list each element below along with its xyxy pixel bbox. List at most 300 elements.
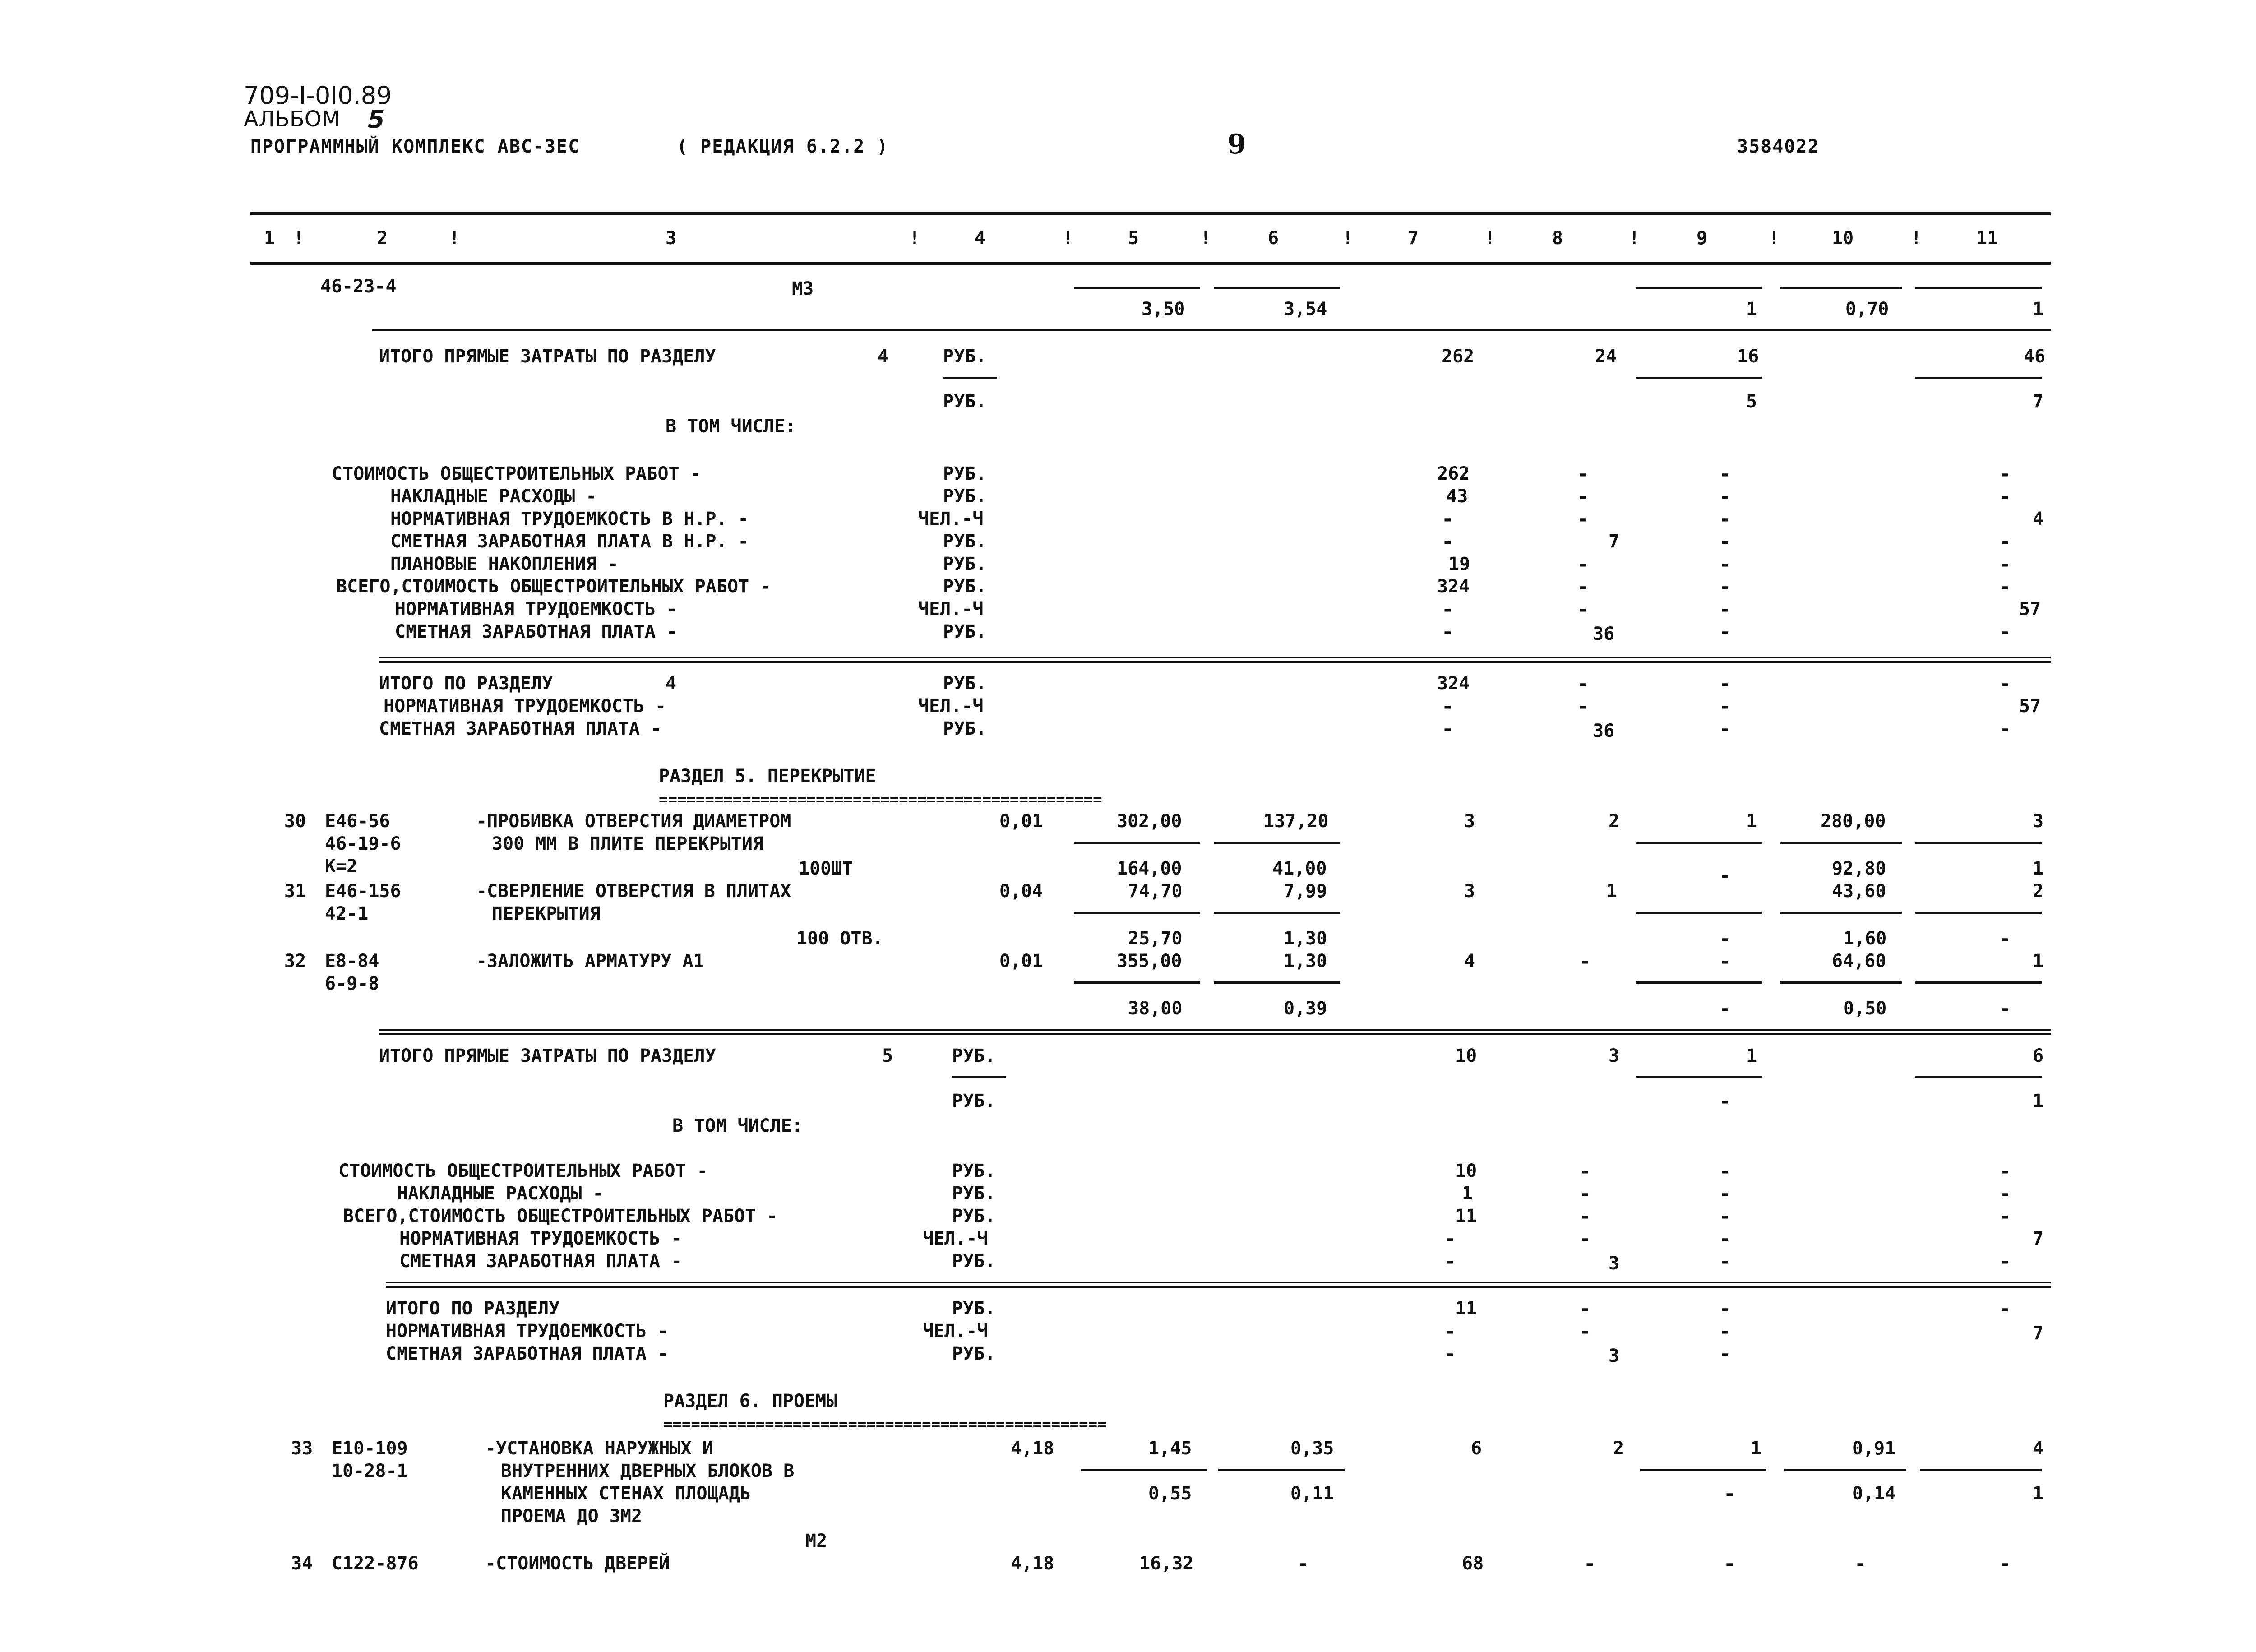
rule (1214, 842, 1340, 844)
cell-c8: 24 (1595, 346, 1617, 367)
col-sep: ! (1484, 228, 1496, 249)
col-head-9: 9 (1697, 228, 1708, 249)
breakdown-label: ПЛАНОВЫЕ НАКОПЛЕНИЯ - (390, 554, 619, 574)
cell-desc: -СВЕРЛЕНИЕ ОТВЕРСТИЯ В ПЛИТАХ (476, 881, 791, 902)
dash: - (1999, 717, 2011, 740)
section-total-label: СМЕТНАЯ ЗАРАБОТНАЯ ПЛАТА - (379, 718, 662, 739)
cell-desc: -ЗАЛОЖИТЬ АРМАТУРУ А1 (476, 951, 704, 972)
cell-c11: 7 (2033, 391, 2044, 412)
unit: РУБ. (943, 346, 987, 367)
dash: - (1719, 927, 1731, 950)
unit: РУБ. (943, 554, 987, 574)
dash: - (1577, 672, 1589, 695)
unit: РУБ. (943, 621, 987, 642)
rule (379, 1033, 2051, 1035)
cell-c10: 280,00 (1821, 811, 1886, 832)
cell-c11: 57 (2019, 696, 2041, 717)
rule (1780, 287, 1902, 289)
unit: ЧЕЛ.-Ч (918, 696, 984, 717)
dash: - (1577, 575, 1589, 598)
cell-c10: 64,60 (1832, 951, 1886, 972)
total-label: ИТОГО ПРЯМЫЕ ЗАТРАТЫ ПО РАЗДЕЛУ (379, 346, 716, 367)
breakdown-label: НАКЛАДНЫЕ РАСХОДЫ - (397, 1183, 604, 1204)
cell-desc: ВНУТРЕННИХ ДВЕРНЫХ БЛОКОВ В (501, 1461, 795, 1481)
cell-c8: 3 (1609, 1046, 1620, 1066)
cell-c9: 16 (1737, 346, 1759, 367)
album-label: АЛЬБОМ (244, 106, 340, 132)
cell-c10: 43,60 (1832, 881, 1886, 902)
dash: - (1719, 1090, 1731, 1113)
unit: ЧЕЛ.-Ч (923, 1228, 988, 1249)
dash: - (1577, 598, 1589, 621)
rule (1915, 287, 2042, 289)
dash: - (1584, 1552, 1596, 1575)
dash: - (1444, 1227, 1456, 1250)
rule (1214, 912, 1340, 914)
dash: - (1999, 485, 2011, 508)
dash: - (1999, 463, 2011, 486)
row-number: 32 (284, 951, 306, 972)
unit: РУБ. (952, 1183, 996, 1204)
rule (379, 657, 2051, 658)
unit: РУБ. (952, 1091, 996, 1111)
breakdown-label: СМЕТНАЯ ЗАРАБОТНАЯ ПЛАТА В Н.Р. - (390, 531, 749, 552)
unit: РУБ. (952, 1251, 996, 1272)
cell-c5: 1,45 (1148, 1438, 1192, 1459)
col-sep: ! (1629, 228, 1640, 249)
dash: - (1719, 1205, 1731, 1228)
cell-c10: 92,80 (1832, 858, 1886, 879)
cell-c5: 25,70 (1128, 928, 1183, 949)
document-id: 3584022 (1737, 136, 1820, 157)
cell-desc: 300 ММ В ПЛИТЕ ПЕРЕКРЫТИЯ (492, 833, 764, 854)
double-rule: ================================================ (659, 791, 1102, 809)
cell-desc: -СТОИМОСТЬ ДВЕРЕЙ (485, 1553, 670, 1574)
col-head-4: 4 (975, 228, 986, 249)
cell-c8: 3 (1609, 1253, 1620, 1274)
cell-c6: 7,99 (1284, 881, 1327, 902)
cell-c7: 19 (1448, 554, 1470, 574)
cell-c8: 36 (1593, 624, 1615, 644)
cell-c7: 3 (1464, 881, 1475, 902)
breakdown-label: НОРМАТИВНАЯ ТРУДОЕМКОСТЬ В Н.Р. - (390, 509, 749, 529)
cell-c6: 137,20 (1263, 811, 1329, 832)
rule (1915, 912, 2042, 914)
cell-c9: 1 (1746, 811, 1757, 832)
col-sep: ! (1342, 228, 1354, 249)
breakdown-label: СМЕТНАЯ ЗАРАБОТНАЯ ПЛАТА - (395, 621, 678, 642)
cell-code: Е46-56 (325, 811, 390, 832)
dash: - (1719, 1342, 1731, 1365)
cell-c7: 11 (1455, 1298, 1477, 1319)
album-number: 5 (368, 105, 385, 134)
cell-c9: 1 (1751, 1438, 1762, 1459)
dash: - (1999, 927, 2011, 950)
dash: - (1444, 1250, 1456, 1273)
cell-c6: 0,11 (1290, 1483, 1334, 1504)
unit: ЧЕЛ.-Ч (918, 509, 984, 529)
cell-code: 46-19-6 (325, 833, 401, 854)
section-total-label: ИТОГО ПО РАЗДЕЛУ (379, 673, 553, 694)
dash: - (1999, 1182, 2011, 1205)
dash: - (1999, 553, 2011, 576)
cell-unit: 100ШТ (799, 858, 853, 879)
row-number: 31 (284, 881, 306, 902)
cell-c4: 0,01 (999, 951, 1043, 972)
table-head-rule (250, 262, 2051, 265)
rule (1915, 842, 2042, 844)
rule (1920, 1469, 2042, 1471)
rule (1636, 842, 1762, 844)
cell-desc: ПРОЕМА ДО 3М2 (501, 1506, 643, 1527)
col-sep: ! (449, 228, 460, 249)
dash: - (1444, 1342, 1456, 1365)
rule (1640, 1469, 1766, 1471)
cell-c7: 262 (1442, 346, 1475, 367)
section-number: 5 (882, 1046, 893, 1066)
cell-c4: 0,04 (999, 881, 1043, 902)
col-head-8: 8 (1552, 228, 1563, 249)
cell-c6: 0,39 (1284, 998, 1327, 1019)
double-rule: ================================================ (663, 1416, 1107, 1434)
cell-c11: 46 (2024, 346, 2046, 367)
cell-code: Е46-156 (325, 881, 401, 902)
cell-unit: М3 (792, 278, 814, 299)
cell-desc: КАМЕННЫХ СТЕНАХ ПЛОЩАДЬ (501, 1483, 751, 1504)
dash: - (1442, 620, 1454, 643)
cell-code: Е8-84 (325, 951, 379, 972)
col-head-1: 1 (264, 228, 275, 249)
dash: - (1854, 1552, 1867, 1575)
unit: РУБ. (943, 391, 987, 412)
dash: - (1719, 553, 1731, 576)
cell-c9: 5 (1746, 391, 1757, 412)
rule (386, 1282, 2051, 1283)
unit: РУБ. (943, 486, 987, 507)
cell-desc: -ПРОБИВКА ОТВЕРСТИЯ ДИАМЕТРОМ (476, 811, 791, 832)
cell-c6: 1,30 (1284, 928, 1327, 949)
cell-c7: 11 (1455, 1206, 1477, 1226)
breakdown-label: НОРМАТИВНАЯ ТРУДОЕМКОСТЬ - (399, 1228, 682, 1249)
cell-c11: 1 (2033, 299, 2044, 319)
unit: РУБ. (952, 1161, 996, 1181)
rule (379, 1029, 2051, 1031)
rule (1915, 981, 2042, 984)
col-head-5: 5 (1128, 228, 1139, 249)
dash: - (1577, 553, 1589, 576)
col-sep: ! (1063, 228, 1074, 249)
dash: - (1719, 1182, 1731, 1205)
unit: РУБ. (943, 463, 987, 484)
cell-c5: 74,70 (1128, 881, 1183, 902)
breakdown-label: ВСЕГО,СТОИМОСТЬ ОБЩЕСТРОИТЕЛЬНЫХ РАБОТ - (343, 1206, 778, 1226)
section-title: РАЗДЕЛ 5. ПЕРЕКРЫТИЕ (659, 766, 876, 787)
dash: - (1999, 997, 2011, 1020)
rule (1636, 287, 1762, 289)
dash: - (1579, 1182, 1591, 1205)
cell-c11: 2 (2033, 881, 2044, 902)
cell-c4: 4,18 (1011, 1553, 1054, 1574)
cell-c4: 0,01 (999, 811, 1043, 832)
cell-c10: 0,50 (1843, 998, 1887, 1019)
dash: - (1999, 1160, 2011, 1183)
rule (1636, 377, 1762, 379)
rule (372, 329, 2051, 331)
dash: - (1999, 1250, 2011, 1273)
dash: - (1442, 508, 1454, 531)
cell-c11: 1 (2033, 858, 2044, 879)
dash: - (1999, 1297, 2011, 1320)
dash: - (1724, 1482, 1736, 1505)
dash: - (1719, 1227, 1731, 1250)
dash: - (1719, 575, 1731, 598)
breakdown-label: СТОИМОСТЬ ОБЩЕСТРОИТЕЛЬНЫХ РАБОТ - (338, 1161, 708, 1181)
section-title: РАЗДЕЛ 6. ПРОЕМЫ (663, 1391, 837, 1411)
cell-c10: 0,14 (1852, 1483, 1896, 1504)
col-sep: ! (1200, 228, 1211, 249)
cell-desc: ПЕРЕКРЫТИЯ (492, 903, 601, 924)
cell-code: С122-876 (332, 1553, 419, 1574)
dash: - (1719, 864, 1731, 887)
col-head-7: 7 (1408, 228, 1419, 249)
dash: - (1719, 1160, 1731, 1183)
dash: - (1719, 620, 1731, 643)
dash: - (1444, 1320, 1456, 1343)
including-label: В ТОМ ЧИСЛЕ: (666, 416, 796, 437)
rule (1214, 981, 1340, 984)
unit: РУБ. (952, 1206, 996, 1226)
cell-c10: 0,91 (1852, 1438, 1896, 1459)
table-top-rule (250, 212, 2051, 215)
cell-c7: 43 (1446, 486, 1468, 507)
cell-code: 42-1 (325, 903, 369, 924)
unit: РУБ. (943, 531, 987, 552)
dash: - (1999, 1205, 2011, 1228)
dash: - (1719, 485, 1731, 508)
col-head-6: 6 (1268, 228, 1279, 249)
rule (1780, 981, 1902, 984)
document-code: 709-I-0I0.89 (244, 81, 392, 110)
cell-c7: 1 (1462, 1183, 1473, 1204)
dash: - (1579, 1297, 1591, 1320)
dash: - (1579, 950, 1591, 973)
dash: - (1577, 463, 1589, 486)
cell-c7: 324 (1437, 673, 1470, 694)
cell-c8: 7 (1609, 531, 1620, 552)
dash: - (1579, 1320, 1591, 1343)
dash: - (1999, 530, 2011, 553)
unit: РУБ. (943, 576, 987, 597)
dash: - (1719, 997, 1731, 1020)
dash: - (1719, 717, 1731, 740)
section-total-label: НОРМАТИВНАЯ ТРУДОЕМКОСТЬ - (384, 696, 666, 717)
section-total-label: НОРМАТИВНАЯ ТРУДОЕМКОСТЬ - (386, 1321, 669, 1342)
dash: - (1719, 530, 1731, 553)
dash: - (1719, 1320, 1731, 1343)
breakdown-label: СМЕТНАЯ ЗАРАБОТНАЯ ПЛАТА - (399, 1251, 682, 1272)
cell-code: 6-9-8 (325, 973, 379, 994)
cell-unit: 100 ОТВ. (796, 928, 883, 949)
cell-c7: 4 (1464, 951, 1475, 972)
cell-c5: 355,00 (1117, 951, 1182, 972)
cell-c10: 0,70 (1845, 299, 1889, 319)
cell-c5: 3,50 (1142, 299, 1185, 319)
dash: - (1719, 1250, 1731, 1273)
dash: - (1719, 508, 1731, 531)
cell-c5: 16,32 (1139, 1553, 1194, 1574)
dash: - (1719, 598, 1731, 621)
cell-c11: 7 (2033, 1323, 2044, 1344)
cell-c7: 10 (1455, 1046, 1477, 1066)
cell-c11: 1 (2033, 1483, 2044, 1504)
unit: РУБ. (952, 1046, 996, 1066)
cell-c11: 7 (2033, 1228, 2044, 1249)
dash: - (1999, 672, 2011, 695)
rule (1780, 912, 1902, 914)
cell-code: Е10-109 (332, 1438, 408, 1459)
dash: - (1719, 695, 1731, 718)
col-sep: ! (1769, 228, 1780, 249)
col-sep: ! (293, 228, 305, 249)
cell-c6: 1,30 (1284, 951, 1327, 972)
rule (1074, 981, 1200, 984)
dash: - (1579, 1205, 1591, 1228)
cell-c5: 38,00 (1128, 998, 1183, 1019)
dash: - (1442, 717, 1454, 740)
rule (952, 1076, 1006, 1078)
rule (386, 1286, 2051, 1288)
rule (943, 377, 997, 379)
unit: ЧЕЛ.-Ч (918, 599, 984, 620)
rule (1780, 842, 1902, 844)
rule (1784, 1469, 1906, 1471)
rule (1915, 377, 2042, 379)
dash: - (1719, 463, 1731, 486)
cell-c8: 3 (1609, 1346, 1620, 1366)
rule (1636, 1076, 1762, 1078)
page-number: 9 (1227, 129, 1246, 160)
cell-code: 46-23-4 (320, 276, 397, 297)
section-number: 4 (666, 673, 677, 694)
cell-c6: 41,00 (1272, 858, 1327, 879)
cell-code: К=2 (325, 856, 358, 877)
cell-desc: -УСТАНОВКА НАРУЖНЫХ И (485, 1438, 713, 1459)
cell-c10: 1,60 (1843, 928, 1887, 949)
cell-c6: 3,54 (1284, 299, 1327, 319)
rule (1218, 1469, 1345, 1471)
dash: - (1999, 620, 2011, 643)
dash: - (1999, 575, 2011, 598)
dash: - (1724, 1552, 1736, 1575)
cell-c6: 0,35 (1290, 1438, 1334, 1459)
unit: РУБ. (943, 718, 987, 739)
cell-c11: 3 (2033, 811, 2044, 832)
dash: - (1579, 1160, 1591, 1183)
rule (1636, 912, 1762, 914)
cell-c11: 4 (2033, 509, 2044, 529)
cell-c11: 57 (2019, 599, 2041, 620)
rule (1074, 912, 1200, 914)
breakdown-label: НАКЛАДНЫЕ РАСХОДЫ - (390, 486, 597, 507)
rule (1081, 1469, 1207, 1471)
rule (1074, 842, 1200, 844)
dash: - (1579, 1227, 1591, 1250)
cell-c5: 302,00 (1117, 811, 1182, 832)
edition: ( РЕДАКЦИЯ 6.2.2 ) (677, 136, 889, 157)
cell-c9: 1 (1746, 1046, 1757, 1066)
unit: РУБ. (952, 1298, 996, 1319)
dash: - (1577, 695, 1589, 718)
cell-c8: 36 (1593, 721, 1615, 741)
col-head-10: 10 (1832, 228, 1854, 249)
rule (1214, 287, 1340, 289)
cell-c11: 4 (2033, 1438, 2044, 1459)
rule (1915, 1076, 2042, 1078)
dash: - (1719, 950, 1731, 973)
row-number: 34 (291, 1553, 313, 1574)
col-sep: ! (909, 228, 920, 249)
section-total-label: ИТОГО ПО РАЗДЕЛУ (386, 1298, 560, 1319)
breakdown-label: НОРМАТИВНАЯ ТРУДОЕМКОСТЬ - (395, 599, 678, 620)
unit: РУБ. (943, 673, 987, 694)
dash: - (1577, 508, 1589, 531)
unit: ЧЕЛ.-Ч (923, 1321, 988, 1342)
col-head-3: 3 (666, 228, 677, 249)
cell-c11: 1 (2033, 951, 2044, 972)
cell-c9: 1 (1746, 299, 1757, 319)
rule (1636, 981, 1762, 984)
col-head-2: 2 (377, 228, 388, 249)
total-label: ИТОГО ПРЯМЫЕ ЗАТРАТЫ ПО РАЗДЕЛУ (379, 1046, 716, 1066)
dash: - (1719, 672, 1731, 695)
program-title: ПРОГРАММНЫЙ КОМПЛЕКС АВС-ЗЕС (250, 136, 580, 157)
cell-c11: 6 (2033, 1046, 2044, 1066)
dash: - (1442, 598, 1454, 621)
cell-c5: 164,00 (1117, 858, 1182, 879)
col-sep: ! (1911, 228, 1922, 249)
cell-c7: 324 (1437, 576, 1470, 597)
cell-c8: 2 (1613, 1438, 1624, 1459)
dash: - (1442, 695, 1454, 718)
row-number: 33 (291, 1438, 313, 1459)
cell-c7: 68 (1462, 1553, 1484, 1574)
cell-c7: 10 (1455, 1161, 1477, 1181)
including-label: В ТОМ ЧИСЛЕ: (672, 1115, 803, 1136)
col-head-11: 11 (1976, 228, 1998, 249)
rule (379, 661, 2051, 663)
cell-code: 10-28-1 (332, 1461, 408, 1481)
cell-c7: 3 (1464, 811, 1475, 832)
rule (1074, 287, 1200, 289)
dash: - (1999, 1552, 2011, 1575)
dash: - (1719, 1297, 1731, 1320)
cell-c7: 262 (1437, 463, 1470, 484)
dash: - (1297, 1552, 1309, 1575)
cell-c11: 1 (2033, 1091, 2044, 1111)
row-number: 30 (284, 811, 306, 832)
breakdown-label: ВСЕГО,СТОИМОСТЬ ОБЩЕСТРОИТЕЛЬНЫХ РАБОТ - (336, 576, 771, 597)
cell-c5: 0,55 (1148, 1483, 1192, 1504)
section-number: 4 (878, 346, 889, 367)
cell-unit: М2 (805, 1531, 828, 1551)
unit: РУБ. (952, 1343, 996, 1364)
section-total-label: СМЕТНАЯ ЗАРАБОТНАЯ ПЛАТА - (386, 1343, 669, 1364)
cell-c7: 6 (1471, 1438, 1482, 1459)
cell-c8: 1 (1606, 881, 1618, 902)
dash: - (1577, 485, 1589, 508)
dash: - (1442, 530, 1454, 553)
breakdown-label: СТОИМОСТЬ ОБЩЕСТРОИТЕЛЬНЫХ РАБОТ - (332, 463, 701, 484)
